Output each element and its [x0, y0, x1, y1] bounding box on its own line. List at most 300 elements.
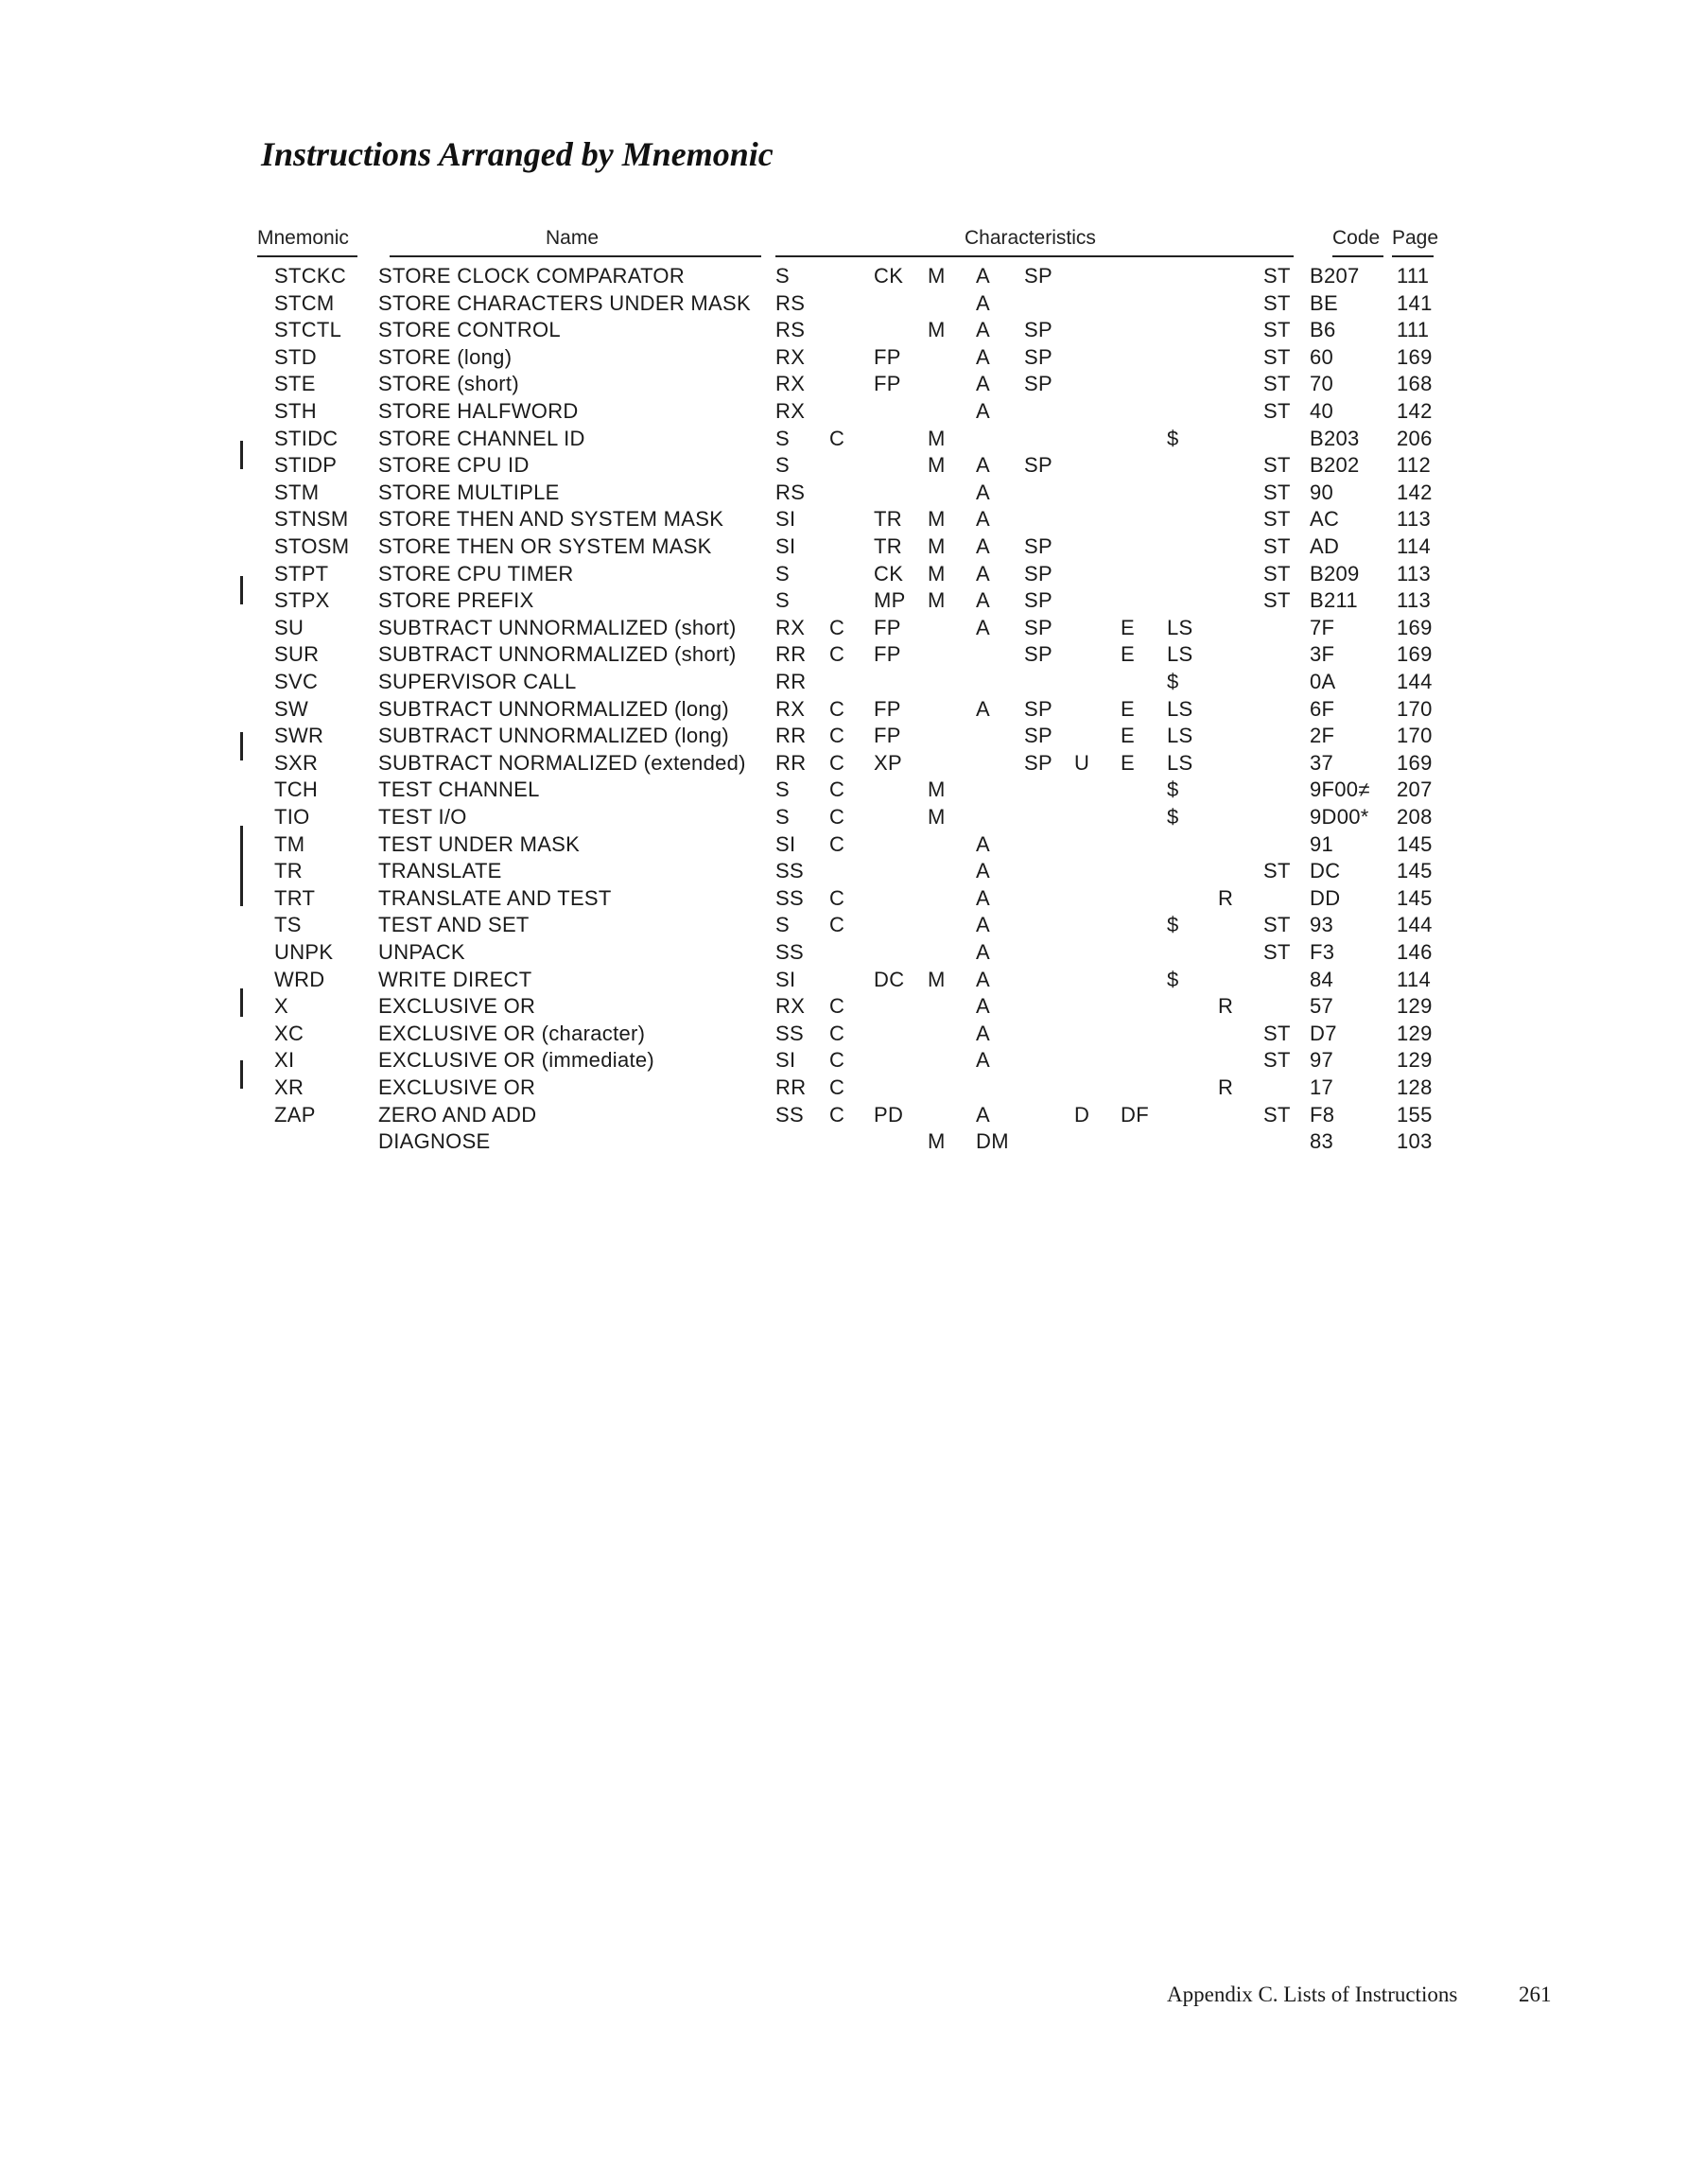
cell-name: STORE PREFIX — [378, 588, 534, 612]
cell-access-exception: A — [976, 885, 990, 910]
cell-op-code: 60 — [1310, 344, 1334, 369]
cell-format: S — [775, 588, 790, 612]
cell-store: ST — [1263, 264, 1291, 288]
cell-page-ref: 129 — [1397, 1048, 1433, 1072]
cell-mnemonic: STPX — [274, 588, 330, 612]
cell-cond-code: C — [829, 1048, 845, 1072]
cell-page-ref: 144 — [1397, 670, 1433, 693]
cell-page-ref: 208 — [1397, 805, 1433, 829]
cell-op-code: 9D00* — [1310, 805, 1369, 829]
cell-access-exception: A — [976, 831, 990, 856]
cell-program-exception: CK — [874, 561, 904, 585]
cell-access-exception: A — [976, 453, 990, 477]
cell-format: RR — [775, 1075, 807, 1099]
cell-register: R — [1218, 1075, 1234, 1099]
cell-store: ST — [1263, 372, 1291, 395]
cell-privileged: M — [928, 967, 946, 991]
cell-access-exception: A — [976, 561, 990, 585]
cell-store: ST — [1263, 1021, 1291, 1045]
cell-op-code: 0A — [1310, 670, 1336, 693]
cell-name: TEST AND SET — [378, 913, 530, 936]
cell-mnemonic: SWR — [274, 724, 324, 747]
cell-access-exception: DM — [976, 1129, 1009, 1153]
cell-op-code: 17 — [1310, 1075, 1334, 1099]
cell-store: ST — [1263, 913, 1291, 936]
cell-access-exception: A — [976, 967, 990, 991]
cell-access-exception: A — [976, 344, 990, 369]
cell-mnemonic: STIDC — [274, 426, 339, 450]
cell-op-code: F8 — [1310, 1102, 1335, 1127]
cell-format: RR — [775, 750, 807, 775]
cell-page-ref: 142 — [1397, 399, 1433, 423]
cell-format: S — [775, 561, 790, 585]
cell-name: STORE CLOCK COMPARATOR — [378, 264, 686, 288]
cell-access-exception: A — [976, 994, 990, 1018]
cell-page-ref: 114 — [1397, 967, 1431, 991]
cell-program-exception: FP — [874, 372, 901, 395]
cell-format: S — [775, 778, 790, 801]
cell-mnemonic: XR — [274, 1075, 304, 1099]
footer-text: Appendix C. Lists of Instructions — [1167, 1983, 1458, 2006]
cell-mnemonic: WRD — [274, 967, 325, 991]
cell-op-code: 93 — [1310, 913, 1334, 936]
cell-format: SI — [775, 1048, 796, 1072]
cell-op-code: B202 — [1310, 453, 1360, 477]
cell-op-code: B209 — [1310, 561, 1360, 585]
footer-page-number: 261 — [1519, 1983, 1552, 2006]
cell-register: R — [1218, 994, 1234, 1018]
cell-page-ref: 129 — [1397, 994, 1433, 1018]
cell-page-ref: 144 — [1397, 913, 1433, 936]
cell-specification: SP — [1024, 344, 1052, 369]
cell-page-ref: 129 — [1397, 1021, 1433, 1045]
cell-access-exception: A — [976, 399, 990, 423]
cell-name: STORE CPU TIMER — [378, 561, 574, 585]
cell-page-ref: 170 — [1397, 696, 1433, 721]
cell-name: SUPERVISOR CALL — [378, 670, 577, 693]
cell-name: STORE CHANNEL ID — [378, 426, 585, 450]
cell-format: RR — [775, 642, 807, 666]
cell-privileged: M — [928, 534, 946, 558]
cell-specification: SP — [1024, 642, 1052, 666]
cell-mnemonic: STPT — [274, 561, 329, 585]
cell-register: R — [1218, 885, 1234, 910]
cell-specification: SP — [1024, 453, 1052, 477]
cell-privileged: M — [928, 264, 946, 288]
cell-format: SS — [775, 1021, 804, 1045]
cell-name: SUBTRACT NORMALIZED (extended) — [378, 750, 746, 775]
cell-cond-code: C — [829, 1021, 845, 1045]
cell-mnemonic: TCH — [274, 778, 319, 801]
header-rule-page — [1392, 255, 1434, 257]
cell-specification: SP — [1024, 372, 1052, 395]
cell-mnemonic: UNPK — [274, 940, 334, 964]
cell-format: RS — [775, 480, 806, 504]
cell-format: RX — [775, 399, 806, 423]
cell-op-code: 2F — [1310, 724, 1335, 747]
cell-mnemonic: STCKC — [274, 264, 347, 288]
cell-name: STORE HALFWORD — [378, 399, 579, 423]
cell-specification: SP — [1024, 318, 1052, 341]
change-bar — [240, 1060, 243, 1089]
cell-cond-code: C — [829, 778, 845, 801]
cell-specification: SP — [1024, 588, 1052, 612]
cell-name: EXCLUSIVE OR — [378, 1075, 536, 1099]
cell-format: SS — [775, 940, 804, 964]
cell-store: ST — [1263, 940, 1291, 964]
cell-page-ref: 207 — [1397, 778, 1433, 801]
header-rule-characteristics — [775, 255, 1294, 257]
cell-program-exception: FP — [874, 642, 901, 666]
cell-name: ZERO AND ADD — [378, 1102, 537, 1127]
cell-store: ST — [1263, 859, 1291, 882]
page-title: Instructions Arranged by Mnemonic — [261, 135, 774, 173]
cell-page-ref: 141 — [1397, 290, 1433, 315]
cell-cond-code: C — [829, 750, 845, 775]
cell-name: WRITE DIRECT — [378, 967, 532, 991]
cell-exponent: E — [1121, 724, 1135, 747]
cell-page-ref: 114 — [1397, 534, 1431, 558]
cell-name: TEST UNDER MASK — [378, 831, 581, 856]
cell-page-ref: 103 — [1397, 1129, 1433, 1153]
cell-format: RR — [775, 724, 807, 747]
cell-cond-code: C — [829, 1075, 845, 1099]
cell-cond-code: C — [829, 696, 845, 721]
cell-access-exception: A — [976, 372, 990, 395]
cell-name: TEST CHANNEL — [378, 778, 540, 801]
cell-name: TRANSLATE AND TEST — [378, 885, 612, 910]
cell-cond-code: C — [829, 426, 845, 450]
cell-op-code: F3 — [1310, 940, 1335, 964]
cell-cond-code: C — [829, 1102, 845, 1127]
cell-exponent: E — [1121, 615, 1135, 639]
cell-format: SI — [775, 507, 796, 531]
cell-page-ref: 145 — [1397, 831, 1433, 856]
cell-mnemonic: TIO — [274, 805, 310, 829]
cell-privileged: M — [928, 778, 946, 801]
cell-cond-code: C — [829, 805, 845, 829]
cell-format: S — [775, 805, 790, 829]
cell-page-ref: 145 — [1397, 859, 1433, 882]
cell-mnemonic: XC — [274, 1021, 304, 1045]
header-code: Code — [1332, 227, 1381, 249]
change-bar — [240, 988, 243, 1017]
cell-cond-code: C — [829, 615, 845, 639]
cell-program-exception: DC — [874, 967, 905, 991]
cell-op-code: 9F00≠ — [1310, 778, 1370, 801]
cell-access-exception: A — [976, 588, 990, 612]
cell-program-exception: PD — [874, 1102, 904, 1127]
cell-op-code: B211 — [1310, 588, 1358, 612]
cell-name: STORE CPU ID — [378, 453, 530, 477]
cell-cond-code: C — [829, 885, 845, 910]
cell-program-exception: MP — [874, 588, 906, 612]
cell-mnemonic: STNSM — [274, 507, 349, 531]
cell-name: TEST I/O — [378, 805, 467, 829]
header-rule-code — [1332, 255, 1383, 257]
cell-program-exception: CK — [874, 264, 904, 288]
cell-name: SUBTRACT UNNORMALIZED (short) — [378, 615, 737, 639]
cell-page-ref: 155 — [1397, 1102, 1433, 1127]
cell-page-ref: 111 — [1397, 318, 1430, 341]
cell-name: SUBTRACT UNNORMALIZED (long) — [378, 724, 730, 747]
header-rule-mnemonic — [257, 255, 357, 257]
cell-mnemonic: TM — [274, 831, 305, 856]
cell-page-ref: 170 — [1397, 724, 1433, 747]
cell-page-ref: 112 — [1397, 453, 1431, 477]
header-name: Name — [546, 227, 600, 249]
cell-access-exception: A — [976, 940, 990, 964]
cell-name: SUBTRACT UNNORMALIZED (short) — [378, 642, 737, 666]
cell-page-ref: 113 — [1397, 588, 1431, 612]
cell-mnemonic: STCM — [274, 290, 335, 315]
cell-privileged: M — [928, 318, 946, 341]
header-page: Page — [1392, 227, 1439, 249]
cell-format: RX — [775, 994, 806, 1018]
cell-mnemonic: STH — [274, 399, 317, 423]
cell-page-ref: 128 — [1397, 1075, 1433, 1099]
change-bar — [240, 441, 243, 469]
cell-page-ref: 206 — [1397, 426, 1433, 450]
cell-cond-code: C — [829, 642, 845, 666]
cell-access-exception: A — [976, 318, 990, 341]
cell-name: EXCLUSIVE OR (immediate) — [378, 1048, 655, 1072]
cell-program-exception: FP — [874, 724, 901, 747]
cell-mnemonic: SW — [274, 696, 309, 721]
cell-store: ST — [1263, 1048, 1291, 1072]
cell-significance: $ — [1167, 670, 1179, 693]
cell-mnemonic: SU — [274, 615, 304, 639]
change-bar — [240, 576, 243, 604]
cell-name: UNPACK — [378, 940, 465, 964]
cell-op-code: DD — [1310, 885, 1341, 910]
cell-privileged: M — [928, 426, 946, 450]
cell-format: S — [775, 426, 790, 450]
cell-page-ref: 169 — [1397, 615, 1433, 639]
cell-op-code: AD — [1310, 534, 1340, 558]
cell-page-ref: 142 — [1397, 480, 1433, 504]
cell-mnemonic: TRT — [274, 885, 316, 910]
cell-op-code: 3F — [1310, 642, 1335, 666]
cell-access-exception: A — [976, 1102, 990, 1127]
cell-name: EXCLUSIVE OR (character) — [378, 1021, 646, 1045]
cell-page-ref: 168 — [1397, 372, 1433, 395]
cell-store: ST — [1263, 399, 1291, 423]
cell-page-ref: 169 — [1397, 344, 1433, 369]
cell-format: SI — [775, 831, 796, 856]
cell-store: ST — [1263, 534, 1291, 558]
cell-specification: SP — [1024, 696, 1052, 721]
cell-exponent: DF — [1121, 1102, 1149, 1127]
cell-page-ref: 145 — [1397, 885, 1433, 910]
cell-op-code: B203 — [1310, 426, 1360, 450]
cell-name: STORE MULTIPLE — [378, 480, 560, 504]
cell-program-exception: TR — [874, 507, 902, 531]
cell-mnemonic: STD — [274, 344, 317, 369]
cell-format: SI — [775, 534, 796, 558]
cell-access-exception: A — [976, 1021, 990, 1045]
cell-name: STORE (long) — [378, 344, 513, 369]
cell-store: ST — [1263, 561, 1291, 585]
cell-program-exception: FP — [874, 615, 901, 639]
cell-store: ST — [1263, 290, 1291, 315]
cell-op-code: DC — [1310, 859, 1341, 882]
cell-cond-code: C — [829, 831, 845, 856]
cell-access-exception: A — [976, 615, 990, 639]
cell-op-code: 91 — [1310, 831, 1334, 856]
cell-mnemonic: STOSM — [274, 534, 350, 558]
cell-significance: $ — [1167, 913, 1179, 936]
cell-privileged: M — [928, 1129, 946, 1153]
cell-access-exception: A — [976, 264, 990, 288]
cell-store: ST — [1263, 344, 1291, 369]
cell-format: RX — [775, 372, 806, 395]
cell-mnemonic: SXR — [274, 750, 319, 775]
cell-access-exception: A — [976, 507, 990, 531]
cell-access-exception: A — [976, 290, 990, 315]
cell-name: DIAGNOSE — [378, 1129, 491, 1153]
cell-name: STORE (short) — [378, 372, 519, 395]
cell-format: RX — [775, 696, 806, 721]
cell-name: STORE THEN AND SYSTEM MASK — [378, 507, 724, 531]
cell-op-code: 70 — [1310, 372, 1334, 395]
cell-format: RX — [775, 615, 806, 639]
cell-specification: SP — [1024, 615, 1052, 639]
cell-format: SS — [775, 885, 804, 910]
cell-significance: LS — [1167, 642, 1193, 666]
cell-mnemonic: ZAP — [274, 1102, 316, 1127]
cell-format: SI — [775, 967, 796, 991]
cell-significance: $ — [1167, 778, 1179, 801]
cell-mnemonic: XI — [274, 1048, 295, 1072]
cell-op-code: 57 — [1310, 994, 1334, 1018]
cell-format: SS — [775, 1102, 804, 1127]
cell-access-exception: A — [976, 1048, 990, 1072]
header-characteristics: Characteristics — [965, 227, 1096, 249]
cell-specification: SP — [1024, 561, 1052, 585]
cell-store: ST — [1263, 318, 1291, 341]
cell-page-ref: 113 — [1397, 561, 1431, 585]
cell-format: RS — [775, 290, 806, 315]
cell-mnemonic: TR — [274, 859, 303, 882]
cell-program-exception: TR — [874, 534, 902, 558]
cell-page-ref: 169 — [1397, 750, 1433, 775]
cell-name: STORE THEN OR SYSTEM MASK — [378, 534, 712, 558]
cell-privileged: M — [928, 453, 946, 477]
cell-format: RR — [775, 670, 807, 693]
cell-format: S — [775, 913, 790, 936]
cell-program-exception: FP — [874, 344, 901, 369]
cell-privileged: M — [928, 588, 946, 612]
change-bar — [240, 732, 243, 760]
cell-access-exception: A — [976, 534, 990, 558]
cell-mnemonic: STCTL — [274, 318, 342, 341]
cell-op-code: 97 — [1310, 1048, 1334, 1072]
cell-page-ref: 146 — [1397, 940, 1433, 964]
cell-op-code: B207 — [1310, 264, 1360, 288]
cell-op-code: 37 — [1310, 750, 1334, 775]
cell-store: ST — [1263, 1102, 1291, 1127]
cell-specification: SP — [1024, 534, 1052, 558]
cell-store: ST — [1263, 480, 1291, 504]
cell-underflow: D — [1074, 1102, 1090, 1127]
cell-name: EXCLUSIVE OR — [378, 994, 536, 1018]
cell-program-exception: XP — [874, 750, 902, 775]
cell-program-exception: FP — [874, 696, 901, 721]
cell-format: RX — [775, 344, 806, 369]
cell-specification: SP — [1024, 724, 1052, 747]
cell-op-code: 84 — [1310, 967, 1334, 991]
cell-significance: $ — [1167, 426, 1179, 450]
cell-significance: LS — [1167, 750, 1193, 775]
cell-page-ref: 111 — [1397, 264, 1430, 288]
cell-specification: SP — [1024, 750, 1052, 775]
cell-access-exception: A — [976, 913, 990, 936]
cell-significance: $ — [1167, 805, 1179, 829]
cell-underflow: U — [1074, 750, 1090, 775]
cell-privileged: M — [928, 805, 946, 829]
cell-format: S — [775, 453, 790, 477]
cell-access-exception: A — [976, 859, 990, 882]
cell-mnemonic: SVC — [274, 670, 319, 693]
cell-name: STORE CHARACTERS UNDER MASK — [378, 290, 751, 315]
cell-mnemonic: SUR — [274, 642, 320, 666]
cell-name: TRANSLATE — [378, 859, 502, 882]
cell-name: SUBTRACT UNNORMALIZED (long) — [378, 696, 730, 721]
cell-page-ref: 169 — [1397, 642, 1433, 666]
cell-significance: LS — [1167, 696, 1193, 721]
cell-access-exception: A — [976, 696, 990, 721]
cell-cond-code: C — [829, 913, 845, 936]
cell-mnemonic: X — [274, 994, 288, 1018]
cell-page-ref: 113 — [1397, 507, 1431, 531]
cell-privileged: M — [928, 561, 946, 585]
cell-op-code: B6 — [1310, 318, 1336, 341]
cell-mnemonic: STM — [274, 480, 320, 504]
cell-mnemonic: TS — [274, 913, 302, 936]
cell-exponent: E — [1121, 642, 1135, 666]
cell-op-code: BE — [1310, 290, 1338, 315]
cell-op-code: 6F — [1310, 696, 1335, 721]
cell-op-code: 90 — [1310, 480, 1334, 504]
cell-privileged: M — [928, 507, 946, 531]
cell-op-code: 40 — [1310, 399, 1334, 423]
cell-access-exception: A — [976, 480, 990, 504]
cell-significance: $ — [1167, 967, 1179, 991]
cell-op-code: 7F — [1310, 615, 1335, 639]
cell-op-code: AC — [1310, 507, 1340, 531]
cell-significance: LS — [1167, 724, 1193, 747]
cell-op-code: D7 — [1310, 1021, 1337, 1045]
cell-exponent: E — [1121, 696, 1135, 721]
cell-exponent: E — [1121, 750, 1135, 775]
cell-format: SS — [775, 859, 804, 882]
cell-mnemonic: STIDP — [274, 453, 338, 477]
cell-format: S — [775, 264, 790, 288]
header-mnemonic: Mnemonic — [257, 227, 349, 249]
cell-store: ST — [1263, 453, 1291, 477]
cell-specification: SP — [1024, 264, 1052, 288]
cell-store: ST — [1263, 588, 1291, 612]
change-bar — [240, 826, 243, 906]
cell-op-code: 83 — [1310, 1129, 1334, 1153]
cell-cond-code: C — [829, 994, 845, 1018]
cell-mnemonic: STE — [274, 372, 316, 395]
cell-significance: LS — [1167, 615, 1193, 639]
cell-format: RS — [775, 318, 806, 341]
cell-cond-code: C — [829, 724, 845, 747]
cell-store: ST — [1263, 507, 1291, 531]
